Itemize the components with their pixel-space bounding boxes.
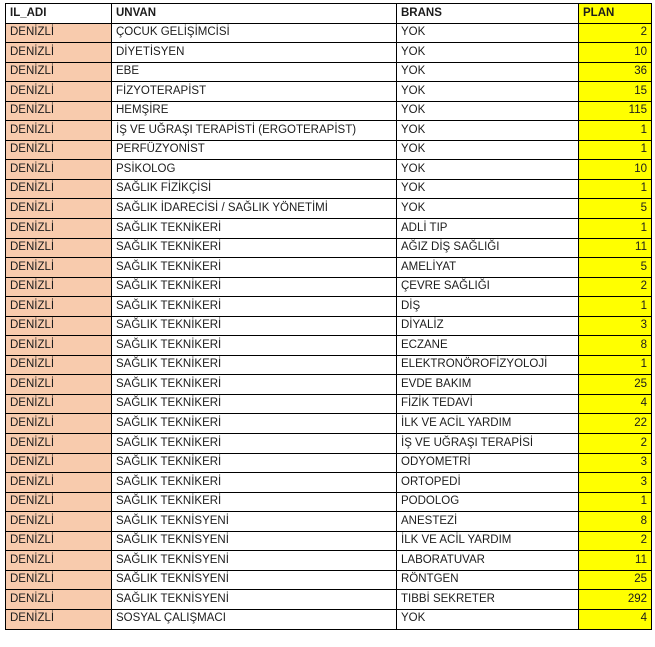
cell-unvan[interactable]: SAĞLIK TEKNİKERİ — [112, 336, 397, 356]
cell-brans[interactable]: YOK — [397, 121, 579, 141]
cell-il-adi[interactable]: DENİZLİ — [6, 512, 112, 532]
cell-brans[interactable]: YOK — [397, 179, 579, 199]
table-row — [6, 277, 652, 297]
cell-il-adi[interactable]: DENİZLİ — [6, 590, 112, 610]
table-row — [6, 199, 652, 219]
cell-unvan[interactable]: HEMŞİRE — [112, 101, 397, 121]
cell-il-adi[interactable]: DENİZLİ — [6, 375, 112, 395]
cell-brans[interactable]: DİYALİZ — [397, 316, 579, 336]
cell-brans[interactable]: YOK — [397, 140, 579, 160]
table-header — [6, 4, 652, 24]
cell-brans[interactable]: ORTOPEDİ — [397, 473, 579, 493]
cell-unvan[interactable]: EBE — [112, 62, 397, 82]
cell-brans[interactable]: AMELİYAT — [397, 258, 579, 278]
cell-il-adi[interactable]: DENİZLİ — [6, 531, 112, 551]
cell-il-adi[interactable]: DENİZLİ — [6, 492, 112, 512]
cell-il-adi[interactable]: DENİZLİ — [6, 453, 112, 473]
cell-brans[interactable]: YOK — [397, 23, 579, 43]
cell-plan[interactable]: 36 — [579, 62, 652, 82]
cell-brans[interactable]: ECZANE — [397, 336, 579, 356]
cell-unvan[interactable]: SAĞLIK TEKNİKERİ — [112, 375, 397, 395]
cell-unvan[interactable]: SAĞLIK TEKNİKERİ — [112, 434, 397, 454]
cell-brans[interactable]: ELEKTRONÖROFİZYOLOJİ — [397, 355, 579, 375]
cell-plan[interactable]: 1 — [579, 355, 652, 375]
table-row — [6, 394, 652, 414]
cell-unvan[interactable]: SAĞLIK TEKNİSYENİ — [112, 590, 397, 610]
cell-unvan[interactable]: SAĞLIK TEKNİKERİ — [112, 492, 397, 512]
cell-brans[interactable]: LABORATUVAR — [397, 551, 579, 571]
cell-il-adi[interactable]: DENİZLİ — [6, 140, 112, 160]
table-row — [6, 570, 652, 590]
table-row — [6, 258, 652, 278]
table-row — [6, 512, 652, 532]
cell-unvan[interactable]: DİYETİSYEN — [112, 43, 397, 63]
cell-unvan[interactable]: İŞ VE UĞRAŞI TERAPİSTİ (ERGOTERAPİST) — [112, 121, 397, 141]
cell-plan[interactable]: 1 — [579, 492, 652, 512]
table-row — [6, 140, 652, 160]
cell-plan[interactable]: 1 — [579, 140, 652, 160]
cell-il-adi[interactable]: DENİZLİ — [6, 394, 112, 414]
cell-plan[interactable]: 3 — [579, 473, 652, 493]
cell-plan[interactable]: 15 — [579, 82, 652, 102]
cell-il-adi[interactable]: DENİZLİ — [6, 62, 112, 82]
cell-il-adi[interactable]: DENİZLİ — [6, 199, 112, 219]
cell-unvan[interactable]: SAĞLIK İDARECİSİ / SAĞLIK YÖNETİMİ — [112, 199, 397, 219]
table-row — [6, 101, 652, 121]
table-row — [6, 238, 652, 258]
cell-brans[interactable]: YOK — [397, 609, 579, 629]
cell-plan[interactable]: 2 — [579, 277, 652, 297]
cell-plan[interactable]: 11 — [579, 551, 652, 571]
table-row — [6, 43, 652, 63]
table-row — [6, 375, 652, 395]
table-row — [6, 297, 652, 317]
cell-unvan[interactable]: SAĞLIK TEKNİSYENİ — [112, 551, 397, 571]
table-row — [6, 453, 652, 473]
cell-brans[interactable]: YOK — [397, 43, 579, 63]
table-body — [6, 23, 652, 629]
cell-brans[interactable]: DİŞ — [397, 297, 579, 317]
cell-brans[interactable]: PODOLOG — [397, 492, 579, 512]
cell-brans[interactable]: ADLİ TIP — [397, 219, 579, 239]
cell-il-adi[interactable]: DENİZLİ — [6, 434, 112, 454]
cell-brans[interactable]: RÖNTGEN — [397, 570, 579, 590]
cell-il-adi[interactable]: DENİZLİ — [6, 23, 112, 43]
cell-il-adi[interactable]: DENİZLİ — [6, 609, 112, 629]
cell-plan[interactable]: 22 — [579, 414, 652, 434]
cell-unvan[interactable]: SAĞLIK TEKNİKERİ — [112, 473, 397, 493]
cell-plan[interactable]: 25 — [579, 570, 652, 590]
cell-il-adi[interactable]: DENİZLİ — [6, 43, 112, 63]
cell-il-adi[interactable]: DENİZLİ — [6, 179, 112, 199]
cell-plan[interactable]: 115 — [579, 101, 652, 121]
cell-brans[interactable]: EVDE BAKIM — [397, 375, 579, 395]
cell-brans[interactable]: YOK — [397, 199, 579, 219]
cell-il-adi[interactable]: DENİZLİ — [6, 82, 112, 102]
cell-plan[interactable]: 25 — [579, 375, 652, 395]
cell-il-adi[interactable]: DENİZLİ — [6, 551, 112, 571]
cell-plan[interactable]: 3 — [579, 453, 652, 473]
table-row — [6, 492, 652, 512]
cell-brans[interactable]: YOK — [397, 101, 579, 121]
column-header-il-adi[interactable]: IL_ADI — [6, 4, 112, 24]
table-row — [6, 590, 652, 610]
cell-brans[interactable]: YOK — [397, 82, 579, 102]
cell-il-adi[interactable]: DENİZLİ — [6, 414, 112, 434]
table-row — [6, 179, 652, 199]
table-row — [6, 23, 652, 43]
table-row — [6, 316, 652, 336]
cell-il-adi[interactable]: DENİZLİ — [6, 219, 112, 239]
cell-unvan[interactable]: SAĞLIK FİZİKÇİSİ — [112, 179, 397, 199]
table-row — [6, 434, 652, 454]
table-row — [6, 336, 652, 356]
cell-plan[interactable]: 2 — [579, 23, 652, 43]
table-row — [6, 219, 652, 239]
cell-brans[interactable]: FİZİK TEDAVİ — [397, 394, 579, 414]
cell-brans[interactable]: AĞIZ DİŞ SAĞLIĞI — [397, 238, 579, 258]
cell-il-adi[interactable]: DENİZLİ — [6, 238, 112, 258]
cell-il-adi[interactable]: DENİZLİ — [6, 473, 112, 493]
cell-unvan[interactable]: SAĞLIK TEKNİKERİ — [112, 219, 397, 239]
cell-unvan[interactable]: PERFÜZYONİST — [112, 140, 397, 160]
cell-plan[interactable]: 4 — [579, 609, 652, 629]
cell-plan[interactable]: 3 — [579, 316, 652, 336]
cell-plan[interactable]: 1 — [579, 297, 652, 317]
cell-unvan[interactable]: SAĞLIK TEKNİKERİ — [112, 316, 397, 336]
cell-unvan[interactable]: SOSYAL ÇALIŞMACI — [112, 609, 397, 629]
cell-il-adi[interactable]: DENİZLİ — [6, 316, 112, 336]
cell-plan[interactable]: 5 — [579, 199, 652, 219]
cell-il-adi[interactable]: DENİZLİ — [6, 277, 112, 297]
column-header-brans[interactable]: BRANS — [397, 4, 579, 24]
cell-plan[interactable]: 10 — [579, 43, 652, 63]
cell-plan[interactable]: 8 — [579, 336, 652, 356]
cell-plan[interactable]: 4 — [579, 394, 652, 414]
cell-il-adi[interactable]: DENİZLİ — [6, 101, 112, 121]
cell-il-adi[interactable]: DENİZLİ — [6, 336, 112, 356]
cell-plan[interactable]: 5 — [579, 258, 652, 278]
cell-brans[interactable]: YOK — [397, 160, 579, 180]
cell-plan[interactable]: 1 — [579, 219, 652, 239]
cell-il-adi[interactable]: DENİZLİ — [6, 570, 112, 590]
cell-il-adi[interactable]: DENİZLİ — [6, 160, 112, 180]
column-header-unvan[interactable]: UNVAN — [112, 4, 397, 24]
cell-plan[interactable]: 8 — [579, 512, 652, 532]
cell-unvan[interactable]: FİZYOTERAPİST — [112, 82, 397, 102]
cell-plan[interactable]: 2 — [579, 434, 652, 454]
cell-unvan[interactable]: SAĞLIK TEKNİSYENİ — [112, 531, 397, 551]
cell-unvan[interactable]: ÇOCUK GELİŞİMCİSİ — [112, 23, 397, 43]
table-row — [6, 551, 652, 571]
table-row — [6, 414, 652, 434]
column-header-plan[interactable]: PLAN — [579, 4, 652, 24]
cell-plan[interactable]: 11 — [579, 238, 652, 258]
cell-brans[interactable]: ÇEVRE SAĞLIĞI — [397, 277, 579, 297]
table-row — [6, 82, 652, 102]
table-row — [6, 609, 652, 629]
table-row — [6, 121, 652, 141]
cell-unvan[interactable]: SAĞLIK TEKNİKERİ — [112, 238, 397, 258]
cell-plan[interactable]: 2 — [579, 531, 652, 551]
cell-unvan[interactable]: SAĞLIK TEKNİKERİ — [112, 297, 397, 317]
header-row — [6, 4, 652, 24]
cell-plan[interactable]: 1 — [579, 179, 652, 199]
cell-brans[interactable]: İLK VE ACİL YARDIM — [397, 531, 579, 551]
table-row — [6, 473, 652, 493]
cell-unvan[interactable]: SAĞLIK TEKNİKERİ — [112, 277, 397, 297]
cell-unvan[interactable]: SAĞLIK TEKNİKERİ — [112, 355, 397, 375]
table-row — [6, 62, 652, 82]
cell-il-adi[interactable]: DENİZLİ — [6, 258, 112, 278]
cell-unvan[interactable]: SAĞLIK TEKNİKERİ — [112, 258, 397, 278]
table-row — [6, 160, 652, 180]
cell-unvan[interactable]: SAĞLIK TEKNİSYENİ — [112, 570, 397, 590]
cell-unvan[interactable]: SAĞLIK TEKNİSYENİ — [112, 512, 397, 532]
cell-unvan[interactable]: SAĞLIK TEKNİKERİ — [112, 394, 397, 414]
cell-brans[interactable]: İLK VE ACİL YARDIM — [397, 414, 579, 434]
cell-il-adi[interactable]: DENİZLİ — [6, 355, 112, 375]
cell-unvan[interactable]: PSİKOLOG — [112, 160, 397, 180]
cell-brans[interactable]: ANESTEZİ — [397, 512, 579, 532]
staffing-plan-table — [5, 3, 652, 630]
cell-brans[interactable]: YOK — [397, 62, 579, 82]
cell-plan[interactable]: 10 — [579, 160, 652, 180]
table-row — [6, 355, 652, 375]
cell-brans[interactable]: TIBBİ SEKRETER — [397, 590, 579, 610]
cell-il-adi[interactable]: DENİZLİ — [6, 297, 112, 317]
cell-unvan[interactable]: SAĞLIK TEKNİKERİ — [112, 453, 397, 473]
cell-plan[interactable]: 1 — [579, 121, 652, 141]
cell-brans[interactable]: İŞ VE UĞRAŞI TERAPİSİ — [397, 434, 579, 454]
cell-plan[interactable]: 292 — [579, 590, 652, 610]
cell-unvan[interactable]: SAĞLIK TEKNİKERİ — [112, 414, 397, 434]
cell-brans[interactable]: ODYOMETRİ — [397, 453, 579, 473]
table-row — [6, 531, 652, 551]
cell-il-adi[interactable]: DENİZLİ — [6, 121, 112, 141]
